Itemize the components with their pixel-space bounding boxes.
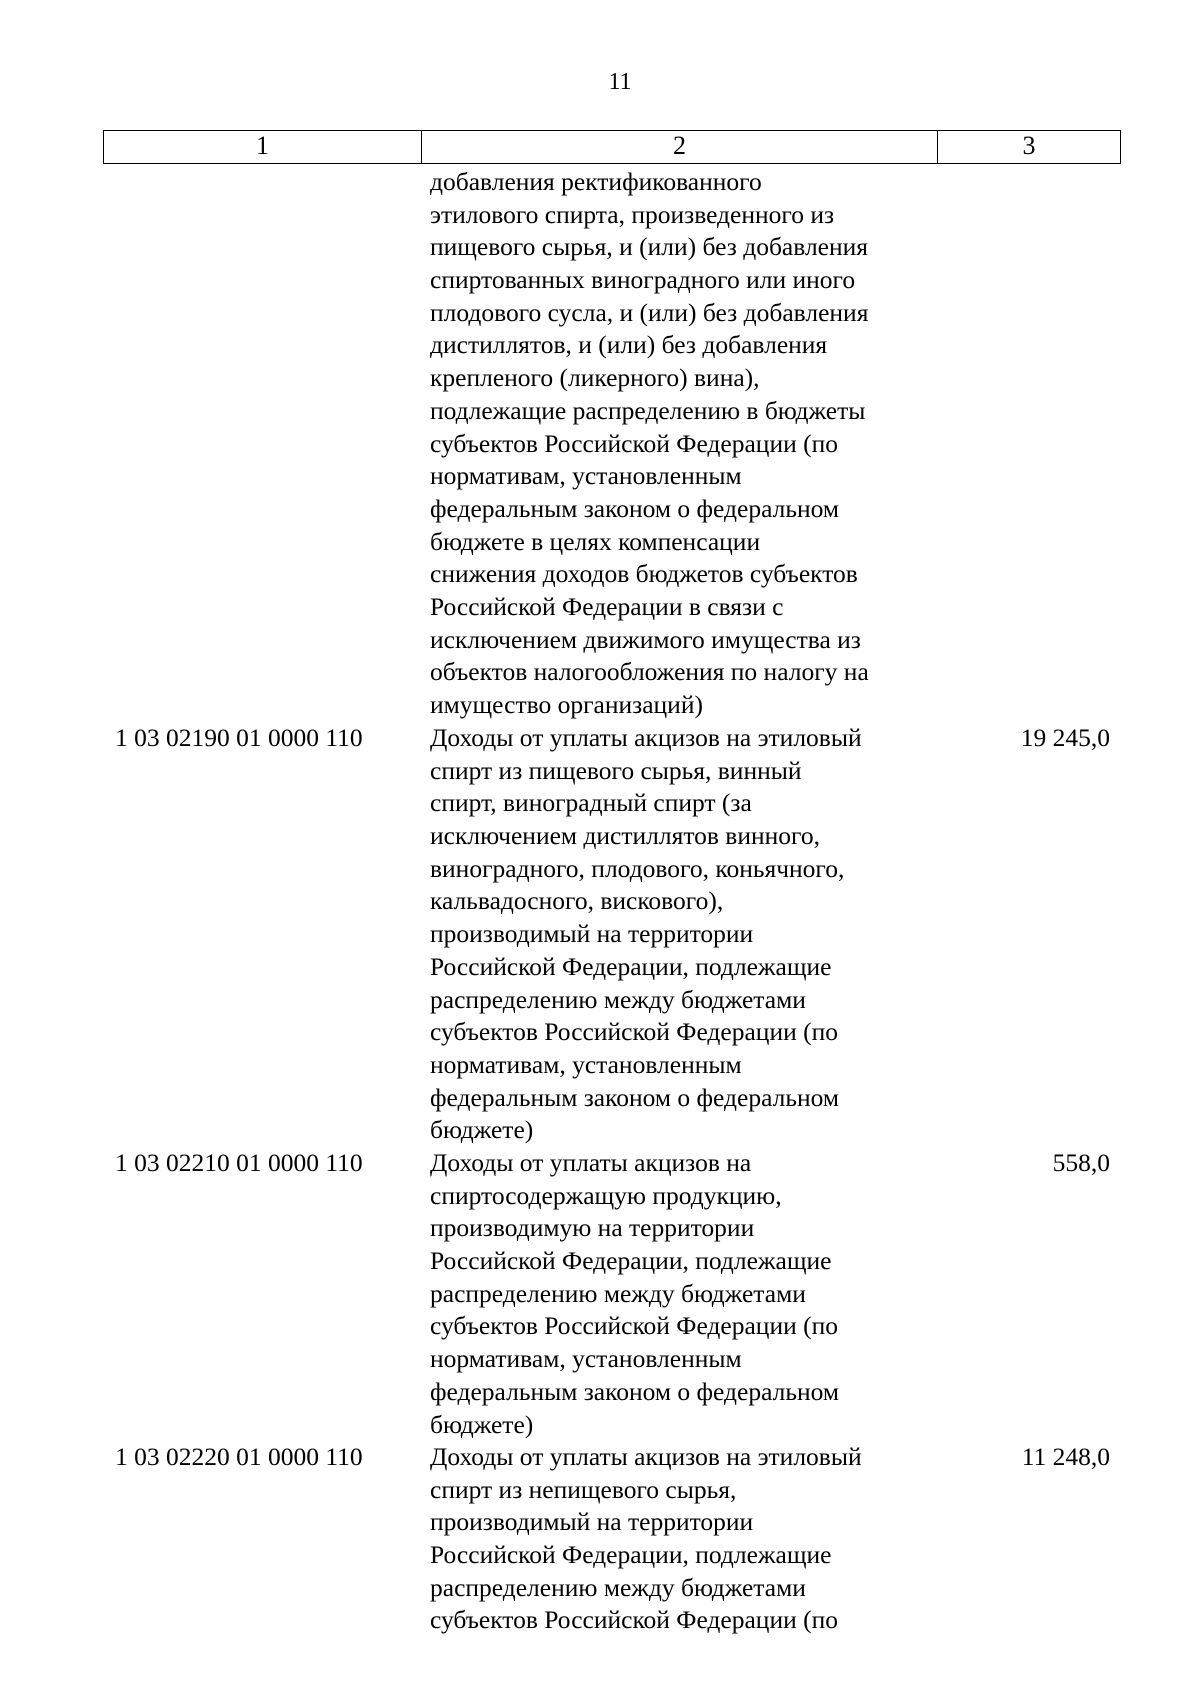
table-header (103, 130, 1121, 164)
description-line: пищевого сырья, и (или) без добавления (430, 232, 869, 262)
description-line: Доходы от уплаты акцизов на (430, 1148, 752, 1177)
description-line: бюджете) (430, 1409, 534, 1439)
row-description (430, 722, 950, 1147)
description-line: исключением движимого имущества из (430, 624, 861, 654)
header-col-2: 2 (422, 131, 938, 163)
description-line: Доходы от уплаты акцизов на этиловый (430, 1442, 862, 1471)
description-line: Доходы от уплаты акцизов на этиловый (430, 723, 862, 752)
description-line: исключением дистиллятов винного, (430, 821, 820, 851)
description-line: федеральным законом о федеральном (430, 1082, 840, 1112)
description-line: бюджете) (430, 1115, 534, 1145)
row-amount: 19 245,0 (1020, 723, 1110, 752)
description-line: бюджете в целях компенсации (430, 526, 761, 556)
description-line: субъектов Российской Федерации (по (430, 428, 838, 458)
description-line: Российской Федерации, подлежащие (430, 951, 832, 981)
description-line: распределению между бюджетами (430, 1572, 806, 1602)
description-line: снижения доходов бюджетов субъектов (430, 559, 858, 589)
header-col-3: 3 (1022, 131, 1036, 160)
description-line: Российской Федерации в связи с (430, 591, 784, 621)
description-line: нормативам, установленным (430, 461, 742, 491)
page-number: 11 (608, 69, 632, 95)
description-line: виноградного, плодового, коньячного, (430, 853, 845, 883)
row-code: 1 03 02220 01 0000 110 (115, 1442, 363, 1471)
description-line: спиртованных виноградного или иного (430, 265, 856, 295)
description-line: федеральным законом о федеральном (430, 493, 840, 523)
description-line: дистиллятов, и (или) без добавления (430, 330, 828, 360)
row-description (430, 1147, 950, 1441)
description-line: субъектов Российской Федерации (по (430, 1311, 838, 1341)
description-line: этилового спирта, произведенного из (430, 199, 835, 229)
description-line: объектов налогообложения по налогу на (430, 657, 869, 687)
description-line: Российской Федерации, подлежащие (430, 1540, 832, 1570)
description-line: крепленого (ликерного) вина), (430, 363, 760, 393)
row-code: 1 03 02210 01 0000 110 (115, 1148, 363, 1177)
description-line: спирт, виноградный спирт (за (430, 788, 752, 818)
description-line: федеральным законом о федеральном (430, 1376, 840, 1406)
description-line: добавления ректификованного (430, 167, 762, 196)
description-line: распределению между бюджетами (430, 1278, 806, 1308)
description-line: кальвадосного, вискового), (430, 886, 724, 916)
description-line: имущество организаций) (430, 690, 703, 719)
row-code: 1 03 02190 01 0000 110 (115, 723, 363, 752)
row-description (430, 1441, 950, 1637)
description-line: нормативам, установленным (430, 1344, 742, 1374)
header-col-1: 1 (104, 131, 422, 163)
description-line: распределению между бюджетами (430, 984, 806, 1014)
description-line: производимый на территории (430, 1507, 754, 1537)
description-line: спирт из непищевого сырья, (430, 1474, 737, 1504)
description-line: субъектов Российской Федерации (по (430, 1017, 838, 1047)
description-line: спиртосодержащую продукцию, (430, 1180, 782, 1210)
description-line: спирт из пищевого сырья, винный (430, 755, 802, 785)
description-line: производимую на территории (430, 1213, 755, 1243)
description-line: Российской Федерации, подлежащие (430, 1246, 832, 1276)
description-line: плодового сусла, и (или) без добавления (430, 297, 869, 327)
continuation-description (430, 166, 950, 722)
description-line: производимый на территории (430, 919, 754, 949)
row-amount: 558,0 (1052, 1148, 1110, 1177)
description-line: нормативам, установленным (430, 1049, 742, 1079)
description-line: субъектов Российской Федерации (по (430, 1605, 838, 1635)
row-amount: 11 248,0 (1021, 1442, 1110, 1471)
description-line: подлежащие распределению в бюджеты (430, 395, 866, 425)
